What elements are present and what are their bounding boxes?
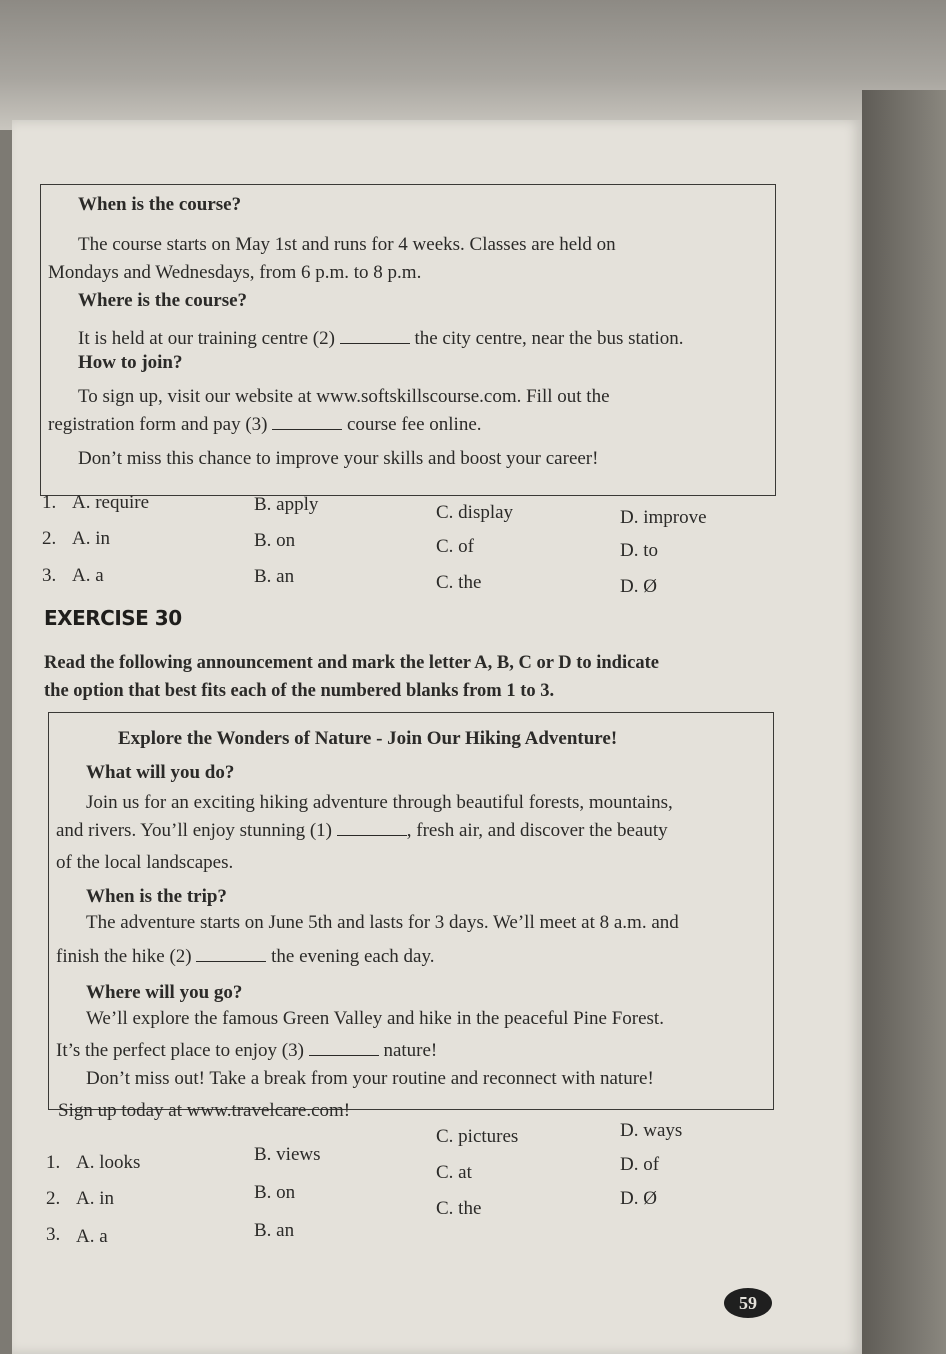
instruction-line-2: the option that best fits each of the numbered blanks from 1 to 3.: [44, 681, 555, 701]
hiking-closing-1: Don’t miss out! Take a break from your routine and reconnect with nature!: [86, 1068, 654, 1089]
p2-q2-option-b: B. on: [254, 1182, 296, 1203]
where-heading: Where is the course?: [78, 290, 248, 311]
how-heading: How to join?: [78, 352, 183, 373]
blank-1: [337, 821, 407, 836]
p2-q1-num: 1.: [46, 1152, 61, 1173]
p2-q3-option-d: D. Ø: [620, 1188, 657, 1209]
what-line-2a: and rivers. You’ll enjoy stunning (1): [56, 820, 333, 841]
p2-q3-option-b: B. an: [254, 1220, 295, 1241]
what-line-2: [56, 820, 668, 842]
when-trip-line-2: [56, 946, 434, 968]
when-line-1: The course starts on May 1st and runs for 4 weeks. Classes are held on: [78, 234, 616, 255]
blank-3: [272, 415, 342, 430]
when-heading: When is the course?: [78, 194, 242, 215]
p2-q2-num: 2.: [46, 1188, 61, 1209]
closing-line: Don’t miss this chance to improve your skills and boost your career!: [78, 448, 599, 469]
instruction-line-1: Read the following announcement and mark the letter A, B, C or D to indicate: [44, 653, 659, 673]
q1-num: 1.: [42, 492, 57, 513]
q2-option-b: B. on: [254, 530, 296, 551]
how-line-2a: registration form and pay (3): [48, 414, 268, 435]
where-text: [78, 328, 684, 350]
hiking-title: Explore the Wonders of Nature - Join Our Hiking Adventure!: [118, 728, 618, 749]
where-go-line-2b: nature!: [383, 1040, 438, 1061]
q1-option-d: D. improve: [620, 507, 707, 528]
where-go-line-2a: It’s the perfect place to enjoy (3): [56, 1040, 304, 1061]
q3-option-c: C. the: [436, 572, 482, 593]
exercise-title: EXERCISE 30: [44, 606, 182, 630]
p2-q1-option-a: A. looks: [76, 1152, 141, 1173]
q3-option-a: A. a: [72, 565, 104, 586]
q2-num: 2.: [42, 528, 57, 549]
p2-q2-option-a: A. in: [76, 1188, 114, 1209]
p2-q2-option-c: C. at: [436, 1162, 472, 1183]
blank-2: [340, 329, 410, 344]
p2-q3-option-c: C. the: [436, 1198, 482, 1219]
q3-num: 3.: [42, 565, 57, 586]
what-line-1: Join us for an exciting hiking adventure through beautiful forests, mountains,: [86, 792, 673, 813]
p2-q1-option-d: D. ways: [620, 1120, 683, 1141]
q2-option-c: C. of: [436, 536, 474, 557]
when-trip-line-2b: the evening each day.: [271, 946, 435, 967]
p2-q1-option-c: C. pictures: [436, 1126, 519, 1147]
page-number: 59: [724, 1288, 772, 1318]
when-trip-line-1: The adventure starts on June 5th and lasts for 3 days. We’ll meet at 8 a.m. and: [86, 912, 679, 933]
p2-q3-num: 3.: [46, 1224, 61, 1245]
when-trip-line-2a: finish the hike (2): [56, 946, 192, 967]
q3-option-d: D. Ø: [620, 576, 657, 597]
where-text-a: It is held at our training centre (2): [78, 328, 335, 349]
p2-q2-option-d: D. of: [620, 1154, 660, 1175]
when-line-2: Mondays and Wednesdays, from 6 p.m. to 8 p.m.: [48, 262, 422, 283]
what-line-2b: , fresh air, and discover the beauty: [406, 820, 668, 841]
where-go-line-1: We’ll explore the famous Green Valley and hike in the peaceful Pine Forest.: [86, 1008, 664, 1029]
how-line-2: [48, 414, 482, 436]
where-go-heading: Where will you go?: [86, 982, 243, 1003]
how-line-2b: course fee online.: [346, 414, 482, 435]
what-line-3: of the local landscapes.: [56, 852, 234, 873]
where-go-line-2: [56, 1040, 437, 1062]
q2-option-a: A. in: [72, 528, 110, 549]
blank-2-hike: [196, 947, 266, 962]
blank-3-nature: [309, 1041, 379, 1056]
p2-q1-option-b: B. views: [254, 1144, 321, 1165]
what-heading: What will you do?: [86, 762, 235, 783]
page-background-top: [0, 0, 946, 130]
q3-option-b: B. an: [254, 566, 295, 587]
q1-option-b: B. apply: [254, 494, 319, 515]
q2-option-d: D. to: [620, 540, 658, 561]
p2-q3-option-a: A. a: [76, 1226, 108, 1247]
when-trip-heading: When is the trip?: [86, 886, 227, 907]
q1-option-c: C. display: [436, 502, 514, 523]
page-edge-shadow: [862, 90, 946, 1354]
where-text-b: the city centre, near the bus station.: [414, 328, 684, 349]
hiking-closing-2: Sign up today at www.travelcare.com!: [58, 1100, 351, 1121]
q1-option-a: A. require: [72, 492, 150, 513]
how-line-1: To sign up, visit our website at www.softskillscourse.com. Fill out the: [78, 386, 610, 407]
